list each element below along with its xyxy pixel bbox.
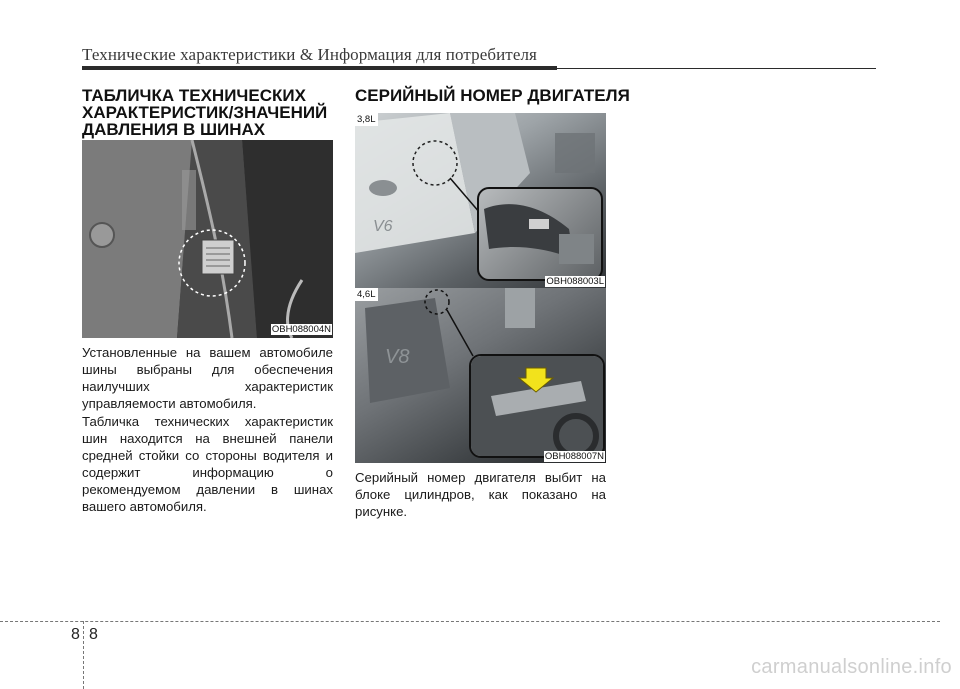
engine-tag-3-8: 3,8L [357,114,376,125]
text-line: Установленные на вашем автомобиле [82,345,333,360]
text-line: Табличка технических характеристик [82,414,333,429]
tire-section-title [82,87,327,138]
engine-paragraph [355,469,606,520]
text-line: управляемости автомобиля. [82,396,257,411]
tire-paragraph-1 [82,344,333,412]
text-line: вашего автомобиля. [82,499,207,514]
photo-code: OBH088004N [271,324,331,335]
tire-paragraph-2 [82,413,333,515]
page-header-title: Технические характеристики & Информация для потребителя [82,45,537,64]
engine-4-6-photo [355,288,606,463]
text-line: средней стойки со стороны водителя и [82,448,333,463]
engine-section-title [355,87,630,104]
page-number-chapter: 8 [71,626,80,643]
header-rule-thin [557,68,876,69]
watermark: carmanualsonline.info [751,656,952,678]
text-line: рисунке. [355,504,408,519]
text-line: блоке цилиндров, как показано на [355,487,606,502]
footer-divider [83,621,84,689]
header-rule [82,66,557,70]
engine-3-8-inset [477,187,603,281]
svg-text:V8: V8 [385,346,410,368]
tire-title-line: ДАВЛЕНИЯ В ШИНАХ [82,120,266,139]
text-line: Серийный номер двигателя выбит на [355,470,606,485]
engine-4-6-inset-detail [471,356,603,456]
svg-text:V6: V6 [373,218,393,235]
engine-title-line: СЕРИЙНЫЙ НОМЕР ДВИГАТЕЛЯ [355,86,630,105]
text-line: рекомендуемом давлении в шинах [82,482,333,497]
engine-4-6-inset [469,354,605,458]
engine-tag-4-6: 4,6L [357,289,376,300]
page-number: 8 [89,626,98,643]
text-line: шин находится на внешней панели [82,431,333,446]
tire-title-line: ТАБЛИЧКА ТЕХНИЧЕСКИХ [82,86,306,105]
text-line: шины выбраны для обеспечения [82,362,333,377]
text-line: наилучших характеристик [82,379,333,394]
photo-code: OBH088003L [546,276,604,287]
photo-code: OBH088007N [544,451,604,462]
engine-3-8-photo [355,113,606,288]
tire-title-line: ХАРАКТЕРИСТИК/ЗНАЧЕНИЙ [82,103,328,122]
footer-rule [0,621,940,622]
tire-placard-photo [82,140,333,338]
text-line: содержит информацию о [82,465,333,480]
engine-3-8-inset-detail [479,189,601,279]
door-pillar-illustration [82,140,333,338]
